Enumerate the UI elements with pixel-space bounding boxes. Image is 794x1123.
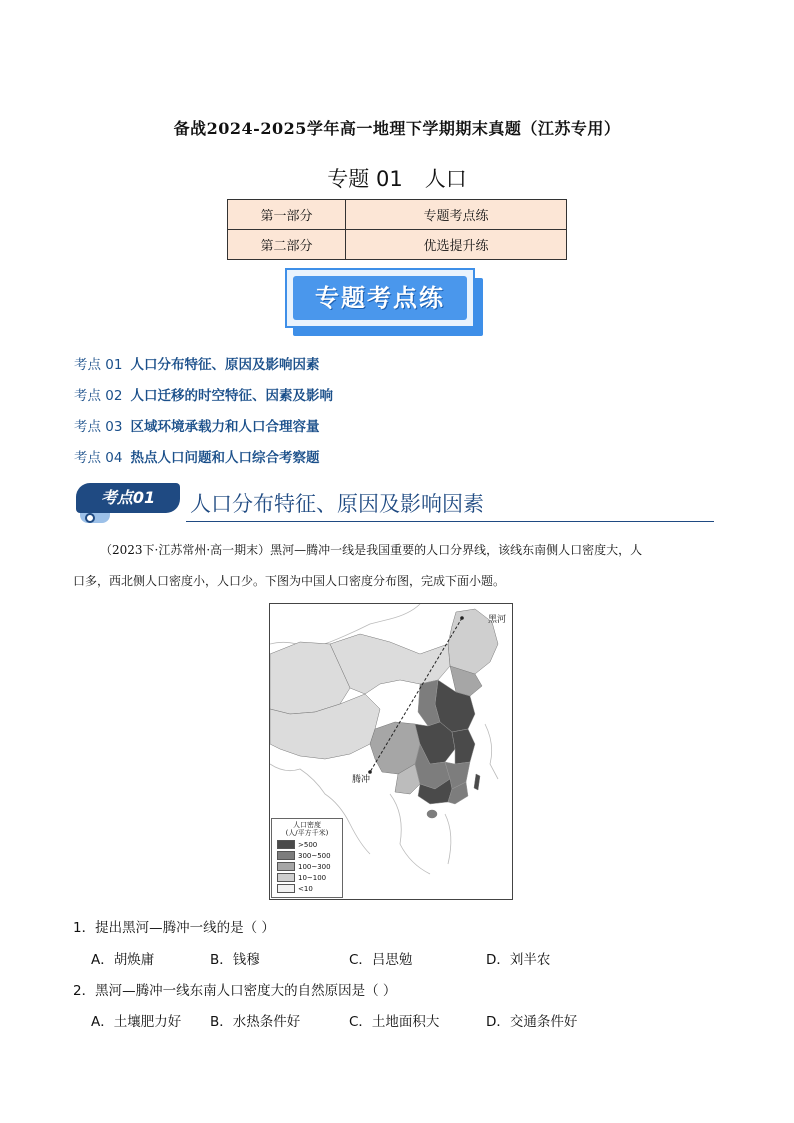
section-badge <box>76 483 184 525</box>
part-label: 第二部分 <box>228 230 346 260</box>
kaodian-item: 考点 02 人口迁移的时空特征、因素及影响 <box>74 388 333 404</box>
topic-heading <box>0 163 794 193</box>
q1-option-c[interactable]: C．吕思勉 <box>349 952 413 968</box>
map-label-tengchong: 腾冲 <box>352 775 371 785</box>
map-label-heihe: 黑河 <box>488 615 507 625</box>
part-content: 专题考点练 <box>346 200 567 230</box>
document-title: 备战2024-2025学年高一地理下学期期末真题（江苏专用） <box>173 119 621 138</box>
section-badge-label: 考点01 <box>76 483 180 513</box>
q1-option-a[interactable]: A．胡焕庸 <box>91 952 155 968</box>
table-row <box>228 230 567 260</box>
q1-option-d[interactable]: D．刘半农 <box>486 952 551 968</box>
kaodian-item: 考点 04 热点人口问题和人口综合考察题 <box>74 450 320 466</box>
legend-swatch <box>277 862 295 871</box>
banner-text: 专题考点练 <box>293 276 467 320</box>
passage-line-2: 口多，西北侧人口密度小，人口少。下图为中国人口密度分布图，完成下面小题。 <box>73 574 506 588</box>
question-2-stem: 2．黑河—腾冲一线东南人口密度大的自然原因是（ ） <box>73 983 397 999</box>
legend-item <box>277 839 342 850</box>
legend-label: 300~500 <box>298 851 331 860</box>
legend-item <box>277 872 342 883</box>
part-label: 第一部分 <box>228 200 346 230</box>
kaodian-item: 考点 03 区域环境承载力和人口合理容量 <box>74 419 320 435</box>
map-legend <box>271 818 343 898</box>
kaodian-item: 考点 01 人口分布特征、原因及影响因素 <box>74 357 320 373</box>
q2-option-b[interactable]: B．水热条件好 <box>210 1014 301 1030</box>
parts-table <box>227 199 567 260</box>
passage-line-1: （2023下·江苏常州·高一期末）黑河—腾冲一线是我国重要的人口分界线，该线东南侧人口密度大，人 <box>100 543 643 557</box>
question-1-stem: 1．提出黑河—腾冲一线的是（ ） <box>73 920 275 936</box>
section-title: 人口分布特征、原因及影响因素 <box>190 492 484 516</box>
legend-swatch <box>277 884 295 893</box>
badge-dot-icon <box>85 513 95 523</box>
q2-option-a[interactable]: A．土壤肥力好 <box>91 1014 182 1030</box>
legend-swatch <box>277 873 295 882</box>
legend-item <box>277 861 342 872</box>
legend-item <box>277 850 342 861</box>
section-divider <box>186 521 714 522</box>
topic-name: 人口 <box>424 167 467 191</box>
section-banner <box>285 268 485 338</box>
legend-swatch <box>277 851 295 860</box>
q1-option-b[interactable]: B．钱穆 <box>210 952 260 968</box>
legend-item <box>277 883 342 894</box>
table-row <box>228 200 567 230</box>
population-density-map <box>269 603 513 900</box>
legend-title: 人口密度 (人/平方千米) <box>285 821 329 837</box>
part-content: 优选提升练 <box>346 230 567 260</box>
topic-number: 专题 01 <box>327 167 403 191</box>
q2-option-d[interactable]: D．交通条件好 <box>486 1014 578 1030</box>
q2-option-c[interactable]: C．土地面积大 <box>349 1014 440 1030</box>
legend-label: 10~100 <box>298 873 327 882</box>
legend-label: <10 <box>298 884 313 893</box>
legend-swatch <box>277 840 295 849</box>
legend-label: 100~300 <box>298 862 331 871</box>
legend-label: >500 <box>298 840 318 849</box>
